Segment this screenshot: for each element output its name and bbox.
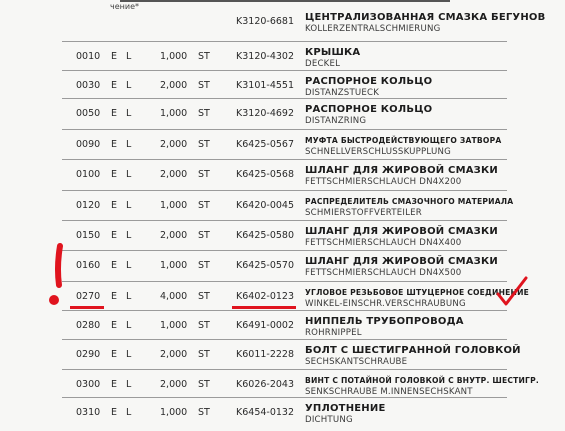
unit: ST bbox=[198, 407, 210, 418]
quantity: 1,000 bbox=[160, 200, 188, 211]
description-german: KOLLERZENTRALSCHMIERUNG bbox=[305, 24, 441, 34]
quantity: 1,000 bbox=[160, 108, 188, 119]
description-russian: МУФТА БЫСТРОДЕЙСТВУЮЩЕГО ЗАТВОРА bbox=[305, 136, 502, 145]
unit: ST bbox=[198, 108, 210, 119]
part-number: K6420-0045 bbox=[236, 200, 295, 211]
table-row bbox=[0, 256, 565, 284]
position-number: 0050 bbox=[76, 108, 101, 119]
part-number: K6011-2228 bbox=[236, 349, 295, 360]
row-divider bbox=[62, 190, 507, 191]
quantity: 2,000 bbox=[160, 230, 188, 241]
table-row bbox=[0, 76, 565, 104]
item-type: E L bbox=[111, 108, 135, 119]
unit: ST bbox=[198, 139, 210, 150]
part-number: K3101-4551 bbox=[236, 80, 295, 91]
table-row bbox=[0, 375, 565, 403]
description-russian: ШЛАНГ ДЛЯ ЖИРОВОЙ СМАЗКИ bbox=[305, 165, 498, 176]
quantity: 1,000 bbox=[160, 320, 188, 331]
position-number: 0150 bbox=[76, 230, 101, 241]
quantity: 2,000 bbox=[160, 139, 188, 150]
position-number: 0100 bbox=[76, 169, 101, 180]
quantity: 2,000 bbox=[160, 349, 188, 360]
description-russian: РАСПОРНОЕ КОЛЬЦО bbox=[305, 76, 433, 87]
description-german: SCHNELLVERSCHLUSSKUPPLUNG bbox=[305, 147, 451, 157]
row-divider bbox=[62, 41, 507, 42]
position-number: 0120 bbox=[76, 200, 101, 211]
description-russian: ВИНТ С ПОТАЙНОЙ ГОЛОВКОЙ С ВНУТР. ШЕСТИГР. bbox=[305, 376, 539, 385]
part-number: K6491-0002 bbox=[236, 320, 295, 331]
position-number: 0090 bbox=[76, 139, 101, 150]
item-type: E L bbox=[111, 51, 135, 62]
position-number: 0030 bbox=[76, 80, 101, 91]
description-german: FETTSCHMIERSCHLAUCH DN4X400 bbox=[305, 238, 462, 248]
description-german: DISTANZSTUECK bbox=[305, 88, 380, 98]
highlight-underline-part-number bbox=[232, 306, 296, 309]
unit: ST bbox=[198, 379, 210, 390]
item-type: E L bbox=[111, 139, 135, 150]
item-type: E L bbox=[111, 291, 135, 302]
unit: ST bbox=[198, 51, 210, 62]
checkmark-annotation bbox=[492, 272, 532, 312]
exclamation-mark-annotation bbox=[40, 240, 80, 310]
position-number: 0290 bbox=[76, 349, 101, 360]
position-number: 0310 bbox=[76, 407, 101, 418]
description-russian: ШЛАНГ ДЛЯ ЖИРОВОЙ СМАЗКИ bbox=[305, 226, 498, 237]
item-type: E L bbox=[111, 260, 135, 271]
description-german: FETTSCHMIERSCHLAUCH DN4X500 bbox=[305, 268, 462, 278]
part-number: K3120-4302 bbox=[236, 51, 295, 62]
position-number: 0280 bbox=[76, 320, 101, 331]
part-number: K6425-0568 bbox=[236, 169, 295, 180]
quantity: 2,000 bbox=[160, 379, 188, 390]
quantity: 4,000 bbox=[160, 291, 188, 302]
description-russian: КРЫШКА bbox=[305, 47, 361, 58]
description-russian: ЦЕНТРАЛИЗОВАННАЯ СМАЗКА БЕГУНОВ bbox=[305, 12, 546, 23]
description-russian: НИППЕЛЬ ТРУБОПРОВОДА bbox=[305, 316, 464, 327]
unit: ST bbox=[198, 80, 210, 91]
item-type: E L bbox=[111, 200, 135, 211]
item-type: E L bbox=[111, 320, 135, 331]
unit: ST bbox=[198, 291, 210, 302]
table-row bbox=[0, 403, 565, 431]
part-number: K6425-0570 bbox=[236, 260, 295, 271]
row-divider bbox=[62, 70, 507, 71]
description-german: WINKEL-EINSCHR.VERSCHRAUBUNG bbox=[305, 299, 466, 309]
quantity: 2,000 bbox=[160, 169, 188, 180]
description-russian: ШЛАНГ ДЛЯ ЖИРОВОЙ СМАЗКИ bbox=[305, 256, 498, 267]
position-number: 0270 bbox=[76, 291, 101, 302]
part-number: K6402-0123 bbox=[236, 291, 295, 302]
part-number: K6026-2043 bbox=[236, 379, 295, 390]
description-russian: РАСПОРНОЕ КОЛЬЦО bbox=[305, 104, 433, 115]
unit: ST bbox=[198, 349, 210, 360]
description-german: DECKEL bbox=[305, 59, 341, 69]
unit: ST bbox=[198, 230, 210, 241]
unit: ST bbox=[198, 169, 210, 180]
description-russian: БОЛТ С ШЕСТИГРАННОЙ ГОЛОВКОЙ bbox=[305, 345, 521, 356]
position-number: 0160 bbox=[76, 260, 101, 271]
position-number: 0300 bbox=[76, 379, 101, 390]
part-number: K6454-0132 bbox=[236, 407, 295, 418]
unit: ST bbox=[198, 260, 210, 271]
part-number: K3120-4692 bbox=[236, 108, 295, 119]
part-number: K6425-0567 bbox=[236, 139, 295, 150]
description-russian: РАСПРЕДЕЛИТЕЛЬ СМАЗОЧНОГО МАТЕРИАЛА bbox=[305, 197, 514, 206]
row-divider bbox=[62, 220, 507, 221]
table-row bbox=[0, 104, 565, 132]
quantity: 1,000 bbox=[160, 51, 188, 62]
row-divider bbox=[62, 159, 507, 160]
row-divider bbox=[62, 250, 507, 251]
table-row bbox=[0, 165, 565, 193]
item-type: E L bbox=[111, 230, 135, 241]
unit: ST bbox=[198, 320, 210, 331]
quantity: 1,000 bbox=[160, 407, 188, 418]
row-divider bbox=[62, 339, 507, 340]
table-row bbox=[0, 12, 565, 40]
part-number: K6425-0580 bbox=[236, 230, 295, 241]
part-number: K3120-6681 bbox=[236, 16, 295, 27]
row-divider bbox=[62, 369, 507, 370]
description-german: DICHTUNG bbox=[305, 415, 353, 425]
row-divider bbox=[62, 281, 507, 282]
row-divider bbox=[62, 129, 507, 130]
description-german: FETTSCHMIERSCHLAUCH DN4X200 bbox=[305, 177, 462, 187]
item-type: E L bbox=[111, 169, 135, 180]
item-type: E L bbox=[111, 349, 135, 360]
description-german: DISTANZRING bbox=[305, 116, 367, 126]
position-number: 0010 bbox=[76, 51, 101, 62]
quantity: 2,000 bbox=[160, 80, 188, 91]
item-type: E L bbox=[111, 379, 135, 390]
header-column-fragment: чение* bbox=[110, 2, 139, 11]
description-german: SECHSKANTSCHRAUBE bbox=[305, 357, 408, 367]
row-divider bbox=[62, 98, 507, 99]
description-german: ROHRNIPPEL bbox=[305, 328, 362, 338]
top-border-line bbox=[120, 0, 450, 2]
row-divider bbox=[62, 310, 507, 311]
unit: ST bbox=[198, 200, 210, 211]
item-type: E L bbox=[111, 407, 135, 418]
row-divider bbox=[62, 397, 507, 398]
item-type: E L bbox=[111, 80, 135, 91]
quantity: 1,000 bbox=[160, 260, 188, 271]
description-russian: УГЛОВОЕ РЕЗЬБОВОЕ ШТУЦЕРНОЕ СОЕДИНЕНИЕ bbox=[305, 288, 530, 297]
description-german: SENKSCHRAUBE M.INNENSECHSKANT bbox=[305, 387, 473, 397]
description-german: SCHMIERSTOFFVERTEILER bbox=[305, 208, 422, 218]
description-russian: УПЛОТНЕНИЕ bbox=[305, 403, 386, 414]
